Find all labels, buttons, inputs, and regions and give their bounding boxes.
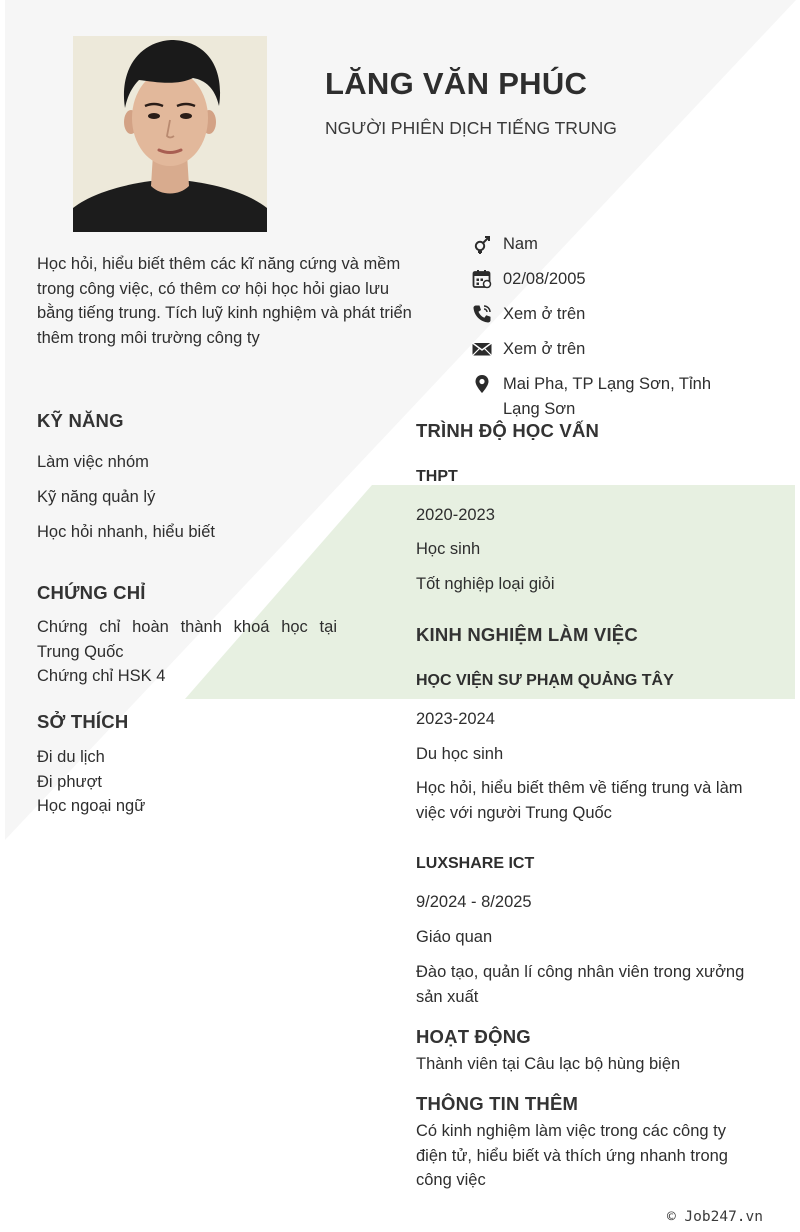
contact-birthdate bbox=[472, 267, 742, 292]
hobby-item: Đi du lịch bbox=[37, 748, 105, 766]
hobby-item: Đi phượt bbox=[37, 772, 102, 791]
education-heading: TRÌNH ĐỘ HỌC VẤN bbox=[416, 420, 600, 441]
education-school: THPT bbox=[416, 468, 458, 485]
education-note: Tốt nghiệp loại giỏi bbox=[416, 575, 555, 593]
phone-value: Xem ở trên bbox=[503, 305, 586, 323]
certificates-list bbox=[37, 615, 337, 689]
location-pin-icon bbox=[472, 372, 494, 396]
activities-text: Thành viên tại Câu lạc bộ hùng biện bbox=[416, 1055, 681, 1073]
skill-item: Học hỏi nhanh, hiểu biết bbox=[37, 523, 215, 541]
extra-info-heading: THÔNG TIN THÊM bbox=[416, 1093, 579, 1114]
address-value: Mai Pha, TP Lạng Sơn, Tỉnh Lạng Sơn bbox=[503, 375, 712, 418]
job-title: NGƯỜI PHIÊN DỊCH TIẾNG TRUNG bbox=[325, 118, 617, 138]
candidate-name: LĂNG VĂN PHÚC bbox=[325, 66, 588, 101]
envelope-icon bbox=[472, 337, 494, 361]
job-period: 9/2024 - 8/2025 bbox=[416, 893, 532, 911]
contact-address bbox=[472, 372, 742, 421]
birthdate-value: 02/08/2005 bbox=[503, 270, 586, 288]
footer-credit: © Job247.vn bbox=[666, 1209, 763, 1225]
career-objective: Học hỏi, hiểu biết thêm các kĩ năng cứng và mềm trong công việc, có thêm cơ hội học hỏi giao lưu bằng tiếng trung. Tích luỹ kinh nghiệm và phát triển thêm trong môi trường công ty bbox=[37, 255, 412, 347]
certificate-item: Chứng chỉ HSK 4 bbox=[37, 667, 166, 685]
skill-item: Kỹ năng quản lý bbox=[37, 488, 156, 506]
email-value: Xem ở trên bbox=[503, 340, 586, 358]
contact-info bbox=[472, 232, 742, 432]
job-description: Đào tạo, quản lí công nhân viên trong xưởng sản xuất bbox=[416, 963, 745, 1006]
hobbies-heading: SỞ THÍCH bbox=[37, 711, 129, 732]
extra-info-text: Có kinh nghiệm làm việc trong các công ty điện tử, hiểu biết và thích ứng nhanh trong công việc bbox=[416, 1122, 728, 1189]
skills-list bbox=[37, 450, 337, 555]
gender-value: Nam bbox=[503, 235, 538, 253]
contact-phone bbox=[472, 302, 742, 327]
experience-heading: KINH NGHIỆM LÀM VIỆC bbox=[416, 624, 638, 645]
education-role: Học sinh bbox=[416, 540, 481, 558]
phone-icon bbox=[472, 302, 494, 326]
job-role: Du học sinh bbox=[416, 745, 504, 763]
job-period: 2023-2024 bbox=[416, 710, 495, 728]
certificate-item: Chứng chỉ hoàn thành khoá học tại Trung Quốc bbox=[37, 618, 337, 661]
hobbies-list bbox=[37, 745, 337, 819]
contact-gender bbox=[472, 232, 742, 257]
job-description: Học hỏi, hiểu biết thêm về tiếng trung và làm việc với người Trung Quốc bbox=[416, 779, 743, 822]
hobby-item: Học ngoại ngữ bbox=[37, 797, 146, 815]
skill-item: Làm việc nhóm bbox=[37, 453, 149, 471]
job-company: LUXSHARE ICT bbox=[416, 855, 535, 872]
education-period: 2020-2023 bbox=[416, 506, 495, 524]
profile-photo bbox=[73, 36, 267, 232]
job-company: HỌC VIỆN SƯ PHẠM QUẢNG TÂY bbox=[416, 672, 674, 689]
activities-heading: HOẠT ĐỘNG bbox=[416, 1026, 531, 1047]
contact-email bbox=[472, 337, 742, 362]
certificates-heading: CHỨNG CHỈ bbox=[37, 582, 146, 603]
gender-icon bbox=[472, 232, 494, 256]
skills-heading: KỸ NĂNG bbox=[37, 410, 124, 431]
job-role: Giáo quan bbox=[416, 928, 493, 946]
calendar-icon bbox=[472, 267, 494, 291]
